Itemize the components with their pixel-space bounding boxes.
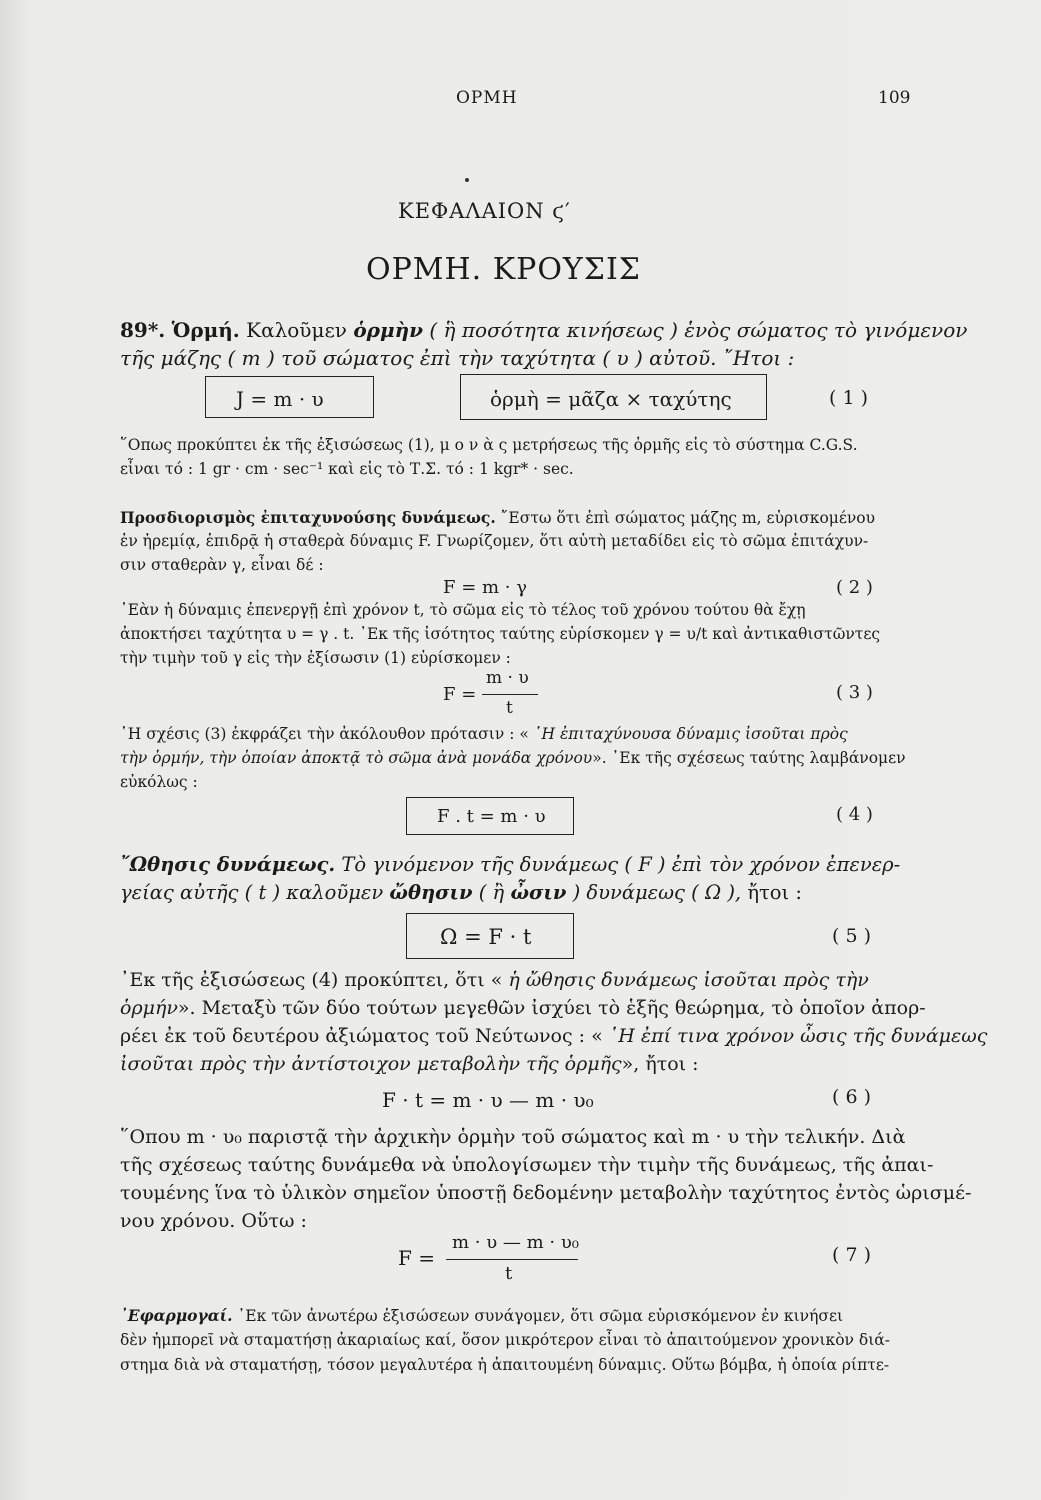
theorem-line-4 <box>120 1053 699 1075</box>
explanation-line-3: τουμένης ἵνα τὸ ὑλικὸν σημεῖον ὑποστῇ δεδομένην μεταβολὴν ταχύτητος ἐντὸς ὡρισμέ- <box>120 1182 972 1204</box>
running-title: ΟΡΜΗ <box>456 88 518 108</box>
quote: ὁρμήν <box>120 997 178 1019</box>
equation-2: F = m · γ <box>443 577 528 598</box>
chapter-title: ΟΡΜΗ. ΚΡΟΥΣΙΣ <box>366 252 642 287</box>
equation-6-number: ( 6 ) <box>832 1086 871 1108</box>
acceleration-line-3: σιν σταθερὰν γ, εἶναι δέ : <box>120 556 324 574</box>
explanation-line-4: νου χρόνου. Οὕτω : <box>120 1210 307 1232</box>
equation-3-numerator: m · υ <box>486 668 529 688</box>
quote: ῾Η ἐπιταχύνουσα δύναμις ἰσοῦται πρὸς <box>533 725 848 743</box>
acceleration-line-9: εὐκόλως : <box>120 773 198 791</box>
units-line-2: εἶναι τό : 1 gr · cm · sec⁻¹ καὶ εἰς τὸ Τ.Σ. τό : 1 kgr* · sec. <box>120 460 574 478</box>
text: γείας αὐτῆς ( t ) καλοῦμεν <box>120 881 384 904</box>
acceleration-line-2: ἐν ἠρεμίᾳ, ἐπιδρᾷ ἡ σταθερὰ δύναμις F. Γνωρίζομεν, ὅτι αὐτὴ μεταδίδει εἰς τὸ σῶμα ἐπιτάχυν- <box>120 532 869 550</box>
quote: ῾Η ἐπί τινα χρόνον ὦσις τῆς δυνάμεως <box>608 1025 988 1047</box>
applications-line-1 <box>120 1306 843 1325</box>
equation-7-number: ( 7 ) <box>832 1244 871 1266</box>
text: Τὸ γινόμενον τῆς δυνάμεως ( F ) ἐπὶ τὸν χρόνον ἐπενερ- <box>341 853 901 876</box>
theorem-line-1 <box>120 969 869 991</box>
explanation-line-1: ῞Οπου m · υ₀ παριστᾷ τὴν ἀρχικὴν ὁρμὴν τοῦ σώματος καὶ m · υ τὴν τελικήν. Διὰ <box>120 1126 906 1148</box>
text: ἤτοι : <box>747 881 802 904</box>
text: ρέει ἐκ τοῦ δευτέρου ἀξιώματος τοῦ Νεύτωνος : « <box>120 1025 603 1047</box>
equation-4-number: ( 4 ) <box>836 804 873 825</box>
section-heading: Ὁρμή. <box>171 318 240 342</box>
chapter-label: ΚΕΦΑΛΑΙΟΝ ϛ′ <box>398 199 571 223</box>
text: ». Μεταξὺ τῶν δύο τούτων μεγεθῶν ἰσχύει τὸ ἑξῆς θεώρημα, τὸ ὁποῖον ἀπορ- <box>177 997 926 1019</box>
acceleration-line-6: τὴν τιμὴν τοῦ γ εἰς τὴν ἐξίσωσιν (1) εὑρίσκομεν : <box>120 649 511 667</box>
equation-1-left: J = m · υ <box>236 387 324 411</box>
applications-heading: ᾿Εφαρμογαί. <box>120 1306 233 1325</box>
equation-3-number: ( 3 ) <box>836 682 873 703</box>
equation-5: Ω = F · t <box>440 925 532 949</box>
text: ) δυνάμεως ( Ω ), <box>572 881 742 904</box>
equation-1-number: ( 1 ) <box>829 387 868 409</box>
equation-7-lhs: F = <box>398 1246 435 1270</box>
impulse-line-1 <box>120 853 900 876</box>
bullet-mark <box>465 178 469 182</box>
applications-line-2: δὲν ἠμπορεῖ νὰ σταματήσῃ ἀκαριαίως καί, ὅσον μικρότερον εἶναι τὸ ἀπαιτούμενον χρονικὸν διά- <box>120 1331 891 1349</box>
text: », ἤτοι : <box>621 1053 699 1075</box>
applications-line-3: στημα διὰ νὰ σταματήσῃ, τόσον μεγαλυτέρα ἡ ἀπαιτουμένη δύναμις. Οὕτω βόμβα, ἡ ὁποία ρίπτε- <box>120 1356 890 1374</box>
equation-3-denominator: t <box>506 698 513 718</box>
text: ( ἣ ποσότητα κινήσεως ) ἑνὸς σώματος τὸ γινόμενον <box>429 318 968 342</box>
equation-4: F . t = m · υ <box>437 806 546 827</box>
section-89-line-2: τῆς μάζης ( m ) τοῦ σώματος ἐπὶ τὴν ταχύτητα ( υ ) αὐτοῦ. ῎Ητοι : <box>120 346 795 370</box>
section-89-line-1 <box>120 318 967 342</box>
equation-5-number: ( 5 ) <box>832 925 871 947</box>
equation-7-numerator: m · υ — m · υ₀ <box>452 1232 580 1253</box>
equation-3-fraction-bar <box>482 694 538 695</box>
acceleration-line-4: ᾿Εὰν ἡ δύναμις ἐπενεργῇ ἐπὶ χρόνον t, τὸ σῶμα εἰς τὸ τέλος τοῦ χρόνου τούτου θὰ ἔχῃ <box>120 601 806 619</box>
equation-6: F · t = m · υ — m · υ₀ <box>382 1088 594 1112</box>
quote: τὴν ὁρμήν, τὴν ὁποίαν ἀποκτᾷ τὸ σῶμα ἀνὰ μονάδα χρόνου <box>120 749 593 767</box>
quote: ἡ ὤθησις δυνάμεως ἰσοῦται πρὸς τὴν <box>508 969 869 991</box>
acceleration-line-7 <box>120 725 848 743</box>
equation-3-lhs: F = <box>443 684 477 705</box>
term-othisin: ὤθησιν <box>389 881 473 904</box>
text: Καλοῦμεν <box>246 318 347 342</box>
equation-7-fraction-bar <box>446 1259 578 1260</box>
text: ». ᾿Εκ τῆς σχέσεως ταύτης λαμβάνομεν <box>592 749 906 767</box>
term-ormin: ὁρμὴν <box>353 318 424 342</box>
text: ᾿Εκ τῆς ἐξισώσεως (4) προκύπτει, ὅτι « <box>120 969 503 991</box>
impulse-line-2 <box>120 881 802 904</box>
page-number: 109 <box>878 88 911 108</box>
text: ᾿Εκ τῶν ἀνωτέρω ἐξισώσεων συνάγομεν, ὅτι σῶμα εὑρισκόμενον ἐν κινήσει <box>237 1307 844 1325</box>
quote: ἰσοῦται πρὸς τὴν ἀντίστοιχον μεταβολὴν τῆς ὁρμῆς <box>120 1053 622 1075</box>
units-line-1: ῞Οπως προκύπτει ἐκ τῆς ἐξισώσεως (1), μ ο ν ὰ ς μετρήσεως τῆς ὁρμῆς εἰς τὸ σύστημα C.G.S. <box>120 436 858 454</box>
acceleration-line-1 <box>120 508 875 527</box>
equation-7-denominator: t <box>505 1263 513 1284</box>
term-osin: ὦσιν <box>510 881 567 904</box>
text: ῾Η σχέσις (3) ἐκφράζει τὴν ἀκόλουθον πρότασιν : « <box>120 725 529 743</box>
explanation-line-2: τῆς σχέσεως ταύτης δυνάμεθα νὰ ὑπολογίσωμεν τὴν τιμὴν τῆς δυνάμεως, τῆς ἀπαι- <box>120 1154 934 1176</box>
impulse-heading: ῎Ωθησις δυνάμεως. <box>120 853 336 876</box>
theorem-line-2 <box>120 997 926 1019</box>
section-number: 89*. <box>120 318 166 342</box>
text: ῎Εστω ὅτι ἐπὶ σώματος μάζης m, εὑρισκομένου <box>500 509 876 527</box>
text: ( ἢ <box>478 881 505 904</box>
acceleration-line-5: ἀποκτήσει ταχύτητα υ = γ . t. ᾿Εκ τῆς ἰσότητος ταύτης εὑρίσκομεν γ = υ/t καὶ ἀντικαθιστῶντες <box>120 625 881 643</box>
theorem-line-3 <box>120 1025 987 1047</box>
acceleration-line-8 <box>120 749 906 767</box>
equation-1-right: ὁρμὴ = μᾶζα × ταχύτης <box>490 387 732 411</box>
equation-2-number: ( 2 ) <box>836 577 873 598</box>
acceleration-heading: Προσδιορισμὸς ἐπιταχυνούσης δυνάμεως. <box>120 508 496 527</box>
